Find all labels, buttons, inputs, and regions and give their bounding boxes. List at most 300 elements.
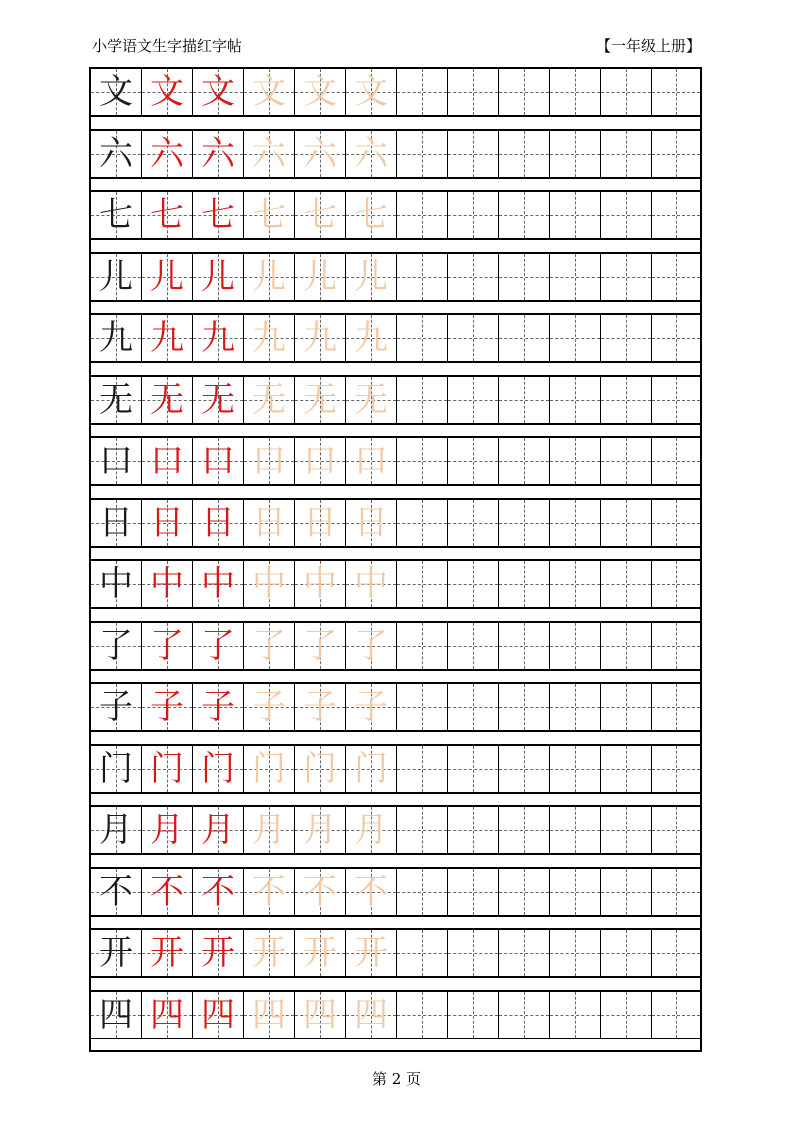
blank-practice-cell — [448, 499, 499, 547]
model-char-cell — [91, 130, 142, 178]
red-char-cell — [193, 68, 244, 116]
trace-char-cell — [295, 929, 346, 977]
model-char-glyph: 四 — [99, 994, 133, 1035]
trace-char-glyph: 九 — [354, 318, 388, 358]
blank-practice-cell — [448, 806, 499, 854]
blank-practice-cell — [499, 991, 550, 1039]
blank-practice-cell — [397, 622, 448, 670]
trace-char-glyph: 日 — [303, 502, 337, 543]
blank-practice-cell — [448, 130, 499, 178]
red-char-glyph: 子 — [150, 687, 184, 727]
trace-char-glyph: 儿 — [354, 256, 388, 297]
trace-char-glyph: 开 — [354, 933, 388, 973]
red-char-cell — [193, 745, 244, 793]
trace-char-glyph: 四 — [354, 994, 388, 1035]
blank-practice-cell — [397, 191, 448, 239]
trace-char-glyph: 子 — [354, 687, 388, 727]
blank-practice-cell — [448, 868, 499, 916]
trace-char-cell — [295, 68, 346, 116]
blank-practice-cell — [652, 806, 700, 854]
row-separator — [91, 178, 700, 192]
blank-practice-cell — [397, 868, 448, 916]
blank-practice-cell — [601, 745, 652, 793]
trace-char-glyph: 了 — [354, 625, 388, 666]
red-char-glyph: 儿 — [150, 256, 184, 297]
trace-char-cell — [244, 745, 295, 793]
practice-row — [91, 68, 700, 116]
red-char-glyph: 开 — [201, 933, 235, 973]
blank-practice-cell — [448, 68, 499, 116]
trace-char-glyph: 月 — [303, 810, 337, 850]
blank-practice-cell — [397, 683, 448, 731]
trace-char-cell — [295, 745, 346, 793]
blank-practice-cell — [499, 683, 550, 731]
trace-char-cell — [295, 191, 346, 239]
trace-char-cell — [244, 314, 295, 362]
red-char-cell — [142, 929, 193, 977]
model-char-glyph: 开 — [99, 933, 133, 973]
trace-char-cell — [244, 499, 295, 547]
trace-char-glyph: 七 — [354, 195, 388, 235]
blank-practice-cell — [397, 437, 448, 485]
model-char-cell — [91, 622, 142, 670]
trace-char-cell — [346, 437, 397, 485]
red-char-cell — [193, 437, 244, 485]
blank-practice-cell — [448, 560, 499, 608]
trace-char-glyph: 四 — [252, 994, 286, 1035]
red-char-cell — [142, 130, 193, 178]
row-separator — [91, 362, 700, 376]
trace-char-glyph: 中 — [252, 564, 286, 604]
red-char-cell — [142, 745, 193, 793]
trace-char-glyph: 九 — [303, 318, 337, 358]
trace-char-glyph: 日 — [252, 502, 286, 543]
trace-char-glyph: 门 — [354, 748, 388, 789]
red-char-glyph: 文 — [201, 72, 235, 112]
trace-char-cell — [295, 437, 346, 485]
blank-practice-cell — [601, 991, 652, 1039]
blank-practice-cell — [652, 191, 700, 239]
trace-char-cell — [346, 745, 397, 793]
red-char-cell — [142, 868, 193, 916]
blank-practice-cell — [397, 499, 448, 547]
red-char-glyph: 四 — [201, 994, 235, 1035]
trace-char-glyph: 月 — [354, 810, 388, 850]
red-char-glyph: 日 — [150, 502, 184, 543]
model-char-cell — [91, 745, 142, 793]
blank-practice-cell — [550, 314, 601, 362]
practice-row — [91, 314, 700, 362]
model-char-glyph: 六 — [99, 133, 133, 174]
blank-practice-cell — [397, 929, 448, 977]
blank-practice-cell — [550, 622, 601, 670]
model-char-glyph: 七 — [99, 195, 133, 235]
trace-char-glyph: 六 — [354, 133, 388, 174]
blank-practice-cell — [652, 130, 700, 178]
trace-char-glyph: 无 — [303, 379, 337, 420]
red-char-cell — [142, 560, 193, 608]
red-char-cell — [193, 376, 244, 424]
trace-char-glyph: 子 — [303, 687, 337, 727]
red-char-cell — [193, 191, 244, 239]
trace-char-glyph: 不 — [303, 871, 337, 912]
practice-row — [91, 991, 700, 1039]
practice-row — [91, 499, 700, 547]
trace-char-cell — [346, 622, 397, 670]
practice-row — [91, 622, 700, 670]
blank-practice-cell — [448, 253, 499, 301]
blank-practice-cell — [601, 560, 652, 608]
blank-practice-cell — [601, 437, 652, 485]
row-separator — [91, 424, 700, 438]
model-char-cell — [91, 683, 142, 731]
blank-practice-cell — [499, 437, 550, 485]
blank-practice-cell — [601, 499, 652, 547]
red-char-glyph: 不 — [150, 871, 184, 912]
trace-char-cell — [295, 683, 346, 731]
row-separator — [91, 116, 700, 130]
trace-char-cell — [346, 253, 397, 301]
blank-practice-cell — [601, 253, 652, 301]
red-char-glyph: 中 — [150, 564, 184, 604]
practice-row — [91, 253, 700, 301]
red-char-cell — [142, 253, 193, 301]
trace-char-glyph: 四 — [303, 994, 337, 1035]
trace-char-glyph: 六 — [303, 133, 337, 174]
red-char-glyph: 无 — [201, 379, 235, 420]
trace-char-glyph: 无 — [354, 379, 388, 420]
trace-char-cell — [244, 68, 295, 116]
trace-char-cell — [295, 499, 346, 547]
blank-practice-cell — [550, 929, 601, 977]
model-char-cell — [91, 868, 142, 916]
red-char-cell — [142, 191, 193, 239]
row-separator — [91, 301, 700, 315]
trace-char-cell — [295, 991, 346, 1039]
trace-char-cell — [295, 806, 346, 854]
model-char-cell — [91, 991, 142, 1039]
trace-char-cell — [244, 437, 295, 485]
trace-char-glyph: 儿 — [252, 256, 286, 297]
red-char-glyph: 月 — [201, 810, 235, 850]
trace-char-cell — [244, 929, 295, 977]
trace-char-cell — [346, 376, 397, 424]
trace-char-cell — [346, 130, 397, 178]
trace-char-cell — [346, 499, 397, 547]
trace-char-glyph: 中 — [303, 564, 337, 604]
blank-practice-cell — [550, 253, 601, 301]
red-char-glyph: 无 — [150, 379, 184, 420]
trace-char-cell — [295, 622, 346, 670]
blank-practice-cell — [601, 929, 652, 977]
blank-practice-cell — [397, 130, 448, 178]
red-char-cell — [142, 437, 193, 485]
trace-char-cell — [346, 68, 397, 116]
row-separator — [91, 670, 700, 684]
red-char-glyph: 了 — [150, 625, 184, 666]
red-char-glyph: 不 — [201, 871, 235, 912]
blank-practice-cell — [448, 437, 499, 485]
row-separator — [91, 854, 700, 868]
trace-char-cell — [295, 253, 346, 301]
red-char-glyph: 口 — [150, 441, 184, 481]
model-char-glyph: 儿 — [99, 256, 133, 297]
blank-practice-cell — [499, 376, 550, 424]
blank-practice-cell — [499, 68, 550, 116]
practice-row — [91, 191, 700, 239]
blank-practice-cell — [652, 622, 700, 670]
blank-practice-cell — [397, 253, 448, 301]
trace-char-glyph: 不 — [354, 871, 388, 912]
red-char-glyph: 儿 — [201, 256, 235, 297]
red-char-cell — [142, 991, 193, 1039]
row-separator — [91, 977, 700, 991]
practice-row — [91, 683, 700, 731]
trace-char-cell — [295, 130, 346, 178]
trace-char-cell — [244, 683, 295, 731]
red-char-cell — [142, 499, 193, 547]
model-char-cell — [91, 314, 142, 362]
blank-practice-cell — [448, 314, 499, 362]
blank-practice-cell — [499, 929, 550, 977]
model-char-cell — [91, 253, 142, 301]
blank-practice-cell — [499, 499, 550, 547]
trace-char-cell — [295, 560, 346, 608]
trace-char-glyph: 七 — [303, 195, 337, 235]
blank-practice-cell — [397, 314, 448, 362]
red-char-glyph: 门 — [150, 748, 184, 789]
blank-practice-cell — [601, 68, 652, 116]
trace-char-cell — [244, 806, 295, 854]
page-number: 第 2 页 — [371, 1070, 422, 1088]
red-char-glyph: 口 — [201, 441, 235, 481]
trace-char-glyph: 口 — [303, 441, 337, 481]
blank-practice-cell — [499, 868, 550, 916]
trace-char-cell — [346, 314, 397, 362]
trace-char-glyph: 中 — [354, 564, 388, 604]
red-char-cell — [142, 622, 193, 670]
blank-practice-cell — [652, 991, 700, 1039]
blank-practice-cell — [550, 745, 601, 793]
blank-practice-cell — [448, 745, 499, 793]
blank-practice-cell — [397, 745, 448, 793]
practice-row — [91, 929, 700, 977]
trace-char-cell — [244, 560, 295, 608]
blank-practice-cell — [652, 314, 700, 362]
blank-practice-cell — [550, 868, 601, 916]
trace-char-glyph: 七 — [252, 195, 286, 235]
trace-char-cell — [346, 929, 397, 977]
blank-practice-cell — [397, 376, 448, 424]
blank-practice-cell — [550, 499, 601, 547]
trace-char-glyph: 文 — [252, 72, 286, 112]
model-char-glyph: 文 — [99, 72, 133, 112]
blank-practice-cell — [652, 868, 700, 916]
blank-practice-cell — [601, 683, 652, 731]
red-char-glyph: 月 — [150, 810, 184, 850]
model-char-glyph: 了 — [99, 625, 133, 666]
blank-practice-cell — [499, 130, 550, 178]
red-char-cell — [193, 868, 244, 916]
trace-char-glyph: 子 — [252, 687, 286, 727]
model-char-glyph: 中 — [99, 564, 133, 604]
red-char-cell — [193, 499, 244, 547]
blank-practice-cell — [448, 683, 499, 731]
trace-char-cell — [295, 868, 346, 916]
header-title: 小学语文生字描红字帖 — [92, 37, 243, 55]
blank-practice-cell — [550, 376, 601, 424]
model-char-cell — [91, 929, 142, 977]
trace-char-glyph: 门 — [303, 748, 337, 789]
trace-char-cell — [244, 868, 295, 916]
row-separator — [91, 793, 700, 807]
model-char-cell — [91, 437, 142, 485]
red-char-cell — [193, 622, 244, 670]
red-char-cell — [142, 376, 193, 424]
blank-practice-cell — [499, 191, 550, 239]
trace-char-glyph: 日 — [354, 502, 388, 543]
trace-char-glyph: 开 — [303, 933, 337, 973]
red-char-glyph: 六 — [201, 133, 235, 174]
row-separator — [91, 608, 700, 622]
practice-row — [91, 745, 700, 793]
blank-practice-cell — [448, 622, 499, 670]
trace-char-cell — [244, 376, 295, 424]
blank-practice-cell — [499, 314, 550, 362]
blank-practice-cell — [601, 191, 652, 239]
red-char-cell — [193, 683, 244, 731]
practice-row — [91, 376, 700, 424]
practice-sheet — [89, 67, 702, 1052]
practice-row — [91, 806, 700, 854]
red-char-glyph: 了 — [201, 625, 235, 666]
trace-char-glyph: 开 — [252, 933, 286, 973]
blank-practice-cell — [550, 683, 601, 731]
model-char-cell — [91, 806, 142, 854]
red-char-glyph: 中 — [201, 564, 235, 604]
blank-practice-cell — [499, 806, 550, 854]
red-char-cell — [193, 929, 244, 977]
practice-row — [91, 130, 700, 178]
model-char-glyph: 子 — [99, 687, 133, 727]
blank-practice-cell — [550, 68, 601, 116]
model-char-glyph: 门 — [99, 748, 133, 789]
trace-char-cell — [346, 683, 397, 731]
model-char-cell — [91, 376, 142, 424]
blank-practice-cell — [601, 868, 652, 916]
red-char-cell — [142, 683, 193, 731]
trace-char-cell — [244, 622, 295, 670]
row-separator — [91, 916, 700, 930]
practice-row — [91, 437, 700, 485]
model-char-cell — [91, 191, 142, 239]
row-separator — [91, 731, 700, 745]
blank-practice-cell — [448, 191, 499, 239]
red-char-cell — [193, 560, 244, 608]
trace-char-glyph: 门 — [252, 748, 286, 789]
red-char-glyph: 七 — [201, 195, 235, 235]
trace-char-glyph: 口 — [354, 441, 388, 481]
blank-practice-cell — [448, 929, 499, 977]
blank-practice-cell — [601, 130, 652, 178]
red-char-glyph: 开 — [150, 933, 184, 973]
red-char-cell — [193, 253, 244, 301]
blank-practice-cell — [550, 437, 601, 485]
trace-char-glyph: 不 — [252, 871, 286, 912]
blank-practice-cell — [397, 806, 448, 854]
red-char-glyph: 九 — [150, 318, 184, 358]
red-char-cell — [142, 68, 193, 116]
trace-char-glyph: 儿 — [303, 256, 337, 297]
trace-char-cell — [244, 130, 295, 178]
blank-practice-cell — [499, 745, 550, 793]
blank-practice-cell — [448, 991, 499, 1039]
trace-char-glyph: 六 — [252, 133, 286, 174]
trace-char-cell — [346, 991, 397, 1039]
red-char-glyph: 文 — [150, 72, 184, 112]
blank-practice-cell — [550, 806, 601, 854]
blank-practice-cell — [550, 560, 601, 608]
red-char-glyph: 六 — [150, 133, 184, 174]
row-separator — [91, 547, 700, 561]
blank-practice-cell — [601, 622, 652, 670]
blank-practice-cell — [652, 68, 700, 116]
header-volume: 【一年级上册】 — [595, 37, 701, 55]
trace-char-glyph: 口 — [252, 441, 286, 481]
blank-practice-cell — [499, 560, 550, 608]
model-char-cell — [91, 499, 142, 547]
blank-practice-cell — [550, 191, 601, 239]
trace-char-glyph: 了 — [303, 625, 337, 666]
blank-practice-cell — [448, 376, 499, 424]
blank-practice-cell — [652, 437, 700, 485]
blank-practice-cell — [601, 806, 652, 854]
trace-char-cell — [244, 991, 295, 1039]
trace-char-glyph: 九 — [252, 318, 286, 358]
blank-practice-cell — [397, 991, 448, 1039]
red-char-cell — [193, 130, 244, 178]
practice-row — [91, 868, 700, 916]
model-char-glyph: 口 — [99, 441, 133, 481]
trace-char-cell — [346, 560, 397, 608]
model-char-cell — [91, 68, 142, 116]
trace-char-glyph: 文 — [354, 72, 388, 112]
red-char-glyph: 门 — [201, 748, 235, 789]
model-char-glyph: 无 — [99, 379, 133, 420]
blank-practice-cell — [397, 68, 448, 116]
blank-practice-cell — [601, 376, 652, 424]
model-char-glyph: 月 — [99, 810, 133, 850]
red-char-cell — [193, 806, 244, 854]
blank-practice-cell — [652, 745, 700, 793]
blank-practice-cell — [550, 130, 601, 178]
trace-char-cell — [244, 253, 295, 301]
trace-char-glyph: 月 — [252, 810, 286, 850]
trace-char-glyph: 无 — [252, 379, 286, 420]
row-separator — [91, 239, 700, 253]
red-char-cell — [193, 314, 244, 362]
blank-practice-cell — [652, 683, 700, 731]
model-char-glyph: 九 — [99, 318, 133, 358]
trace-char-cell — [244, 191, 295, 239]
blank-practice-cell — [499, 622, 550, 670]
blank-practice-cell — [652, 253, 700, 301]
model-char-glyph: 不 — [99, 871, 133, 912]
trace-char-cell — [295, 376, 346, 424]
red-char-cell — [142, 806, 193, 854]
blank-practice-cell — [550, 991, 601, 1039]
red-char-glyph: 九 — [201, 318, 235, 358]
